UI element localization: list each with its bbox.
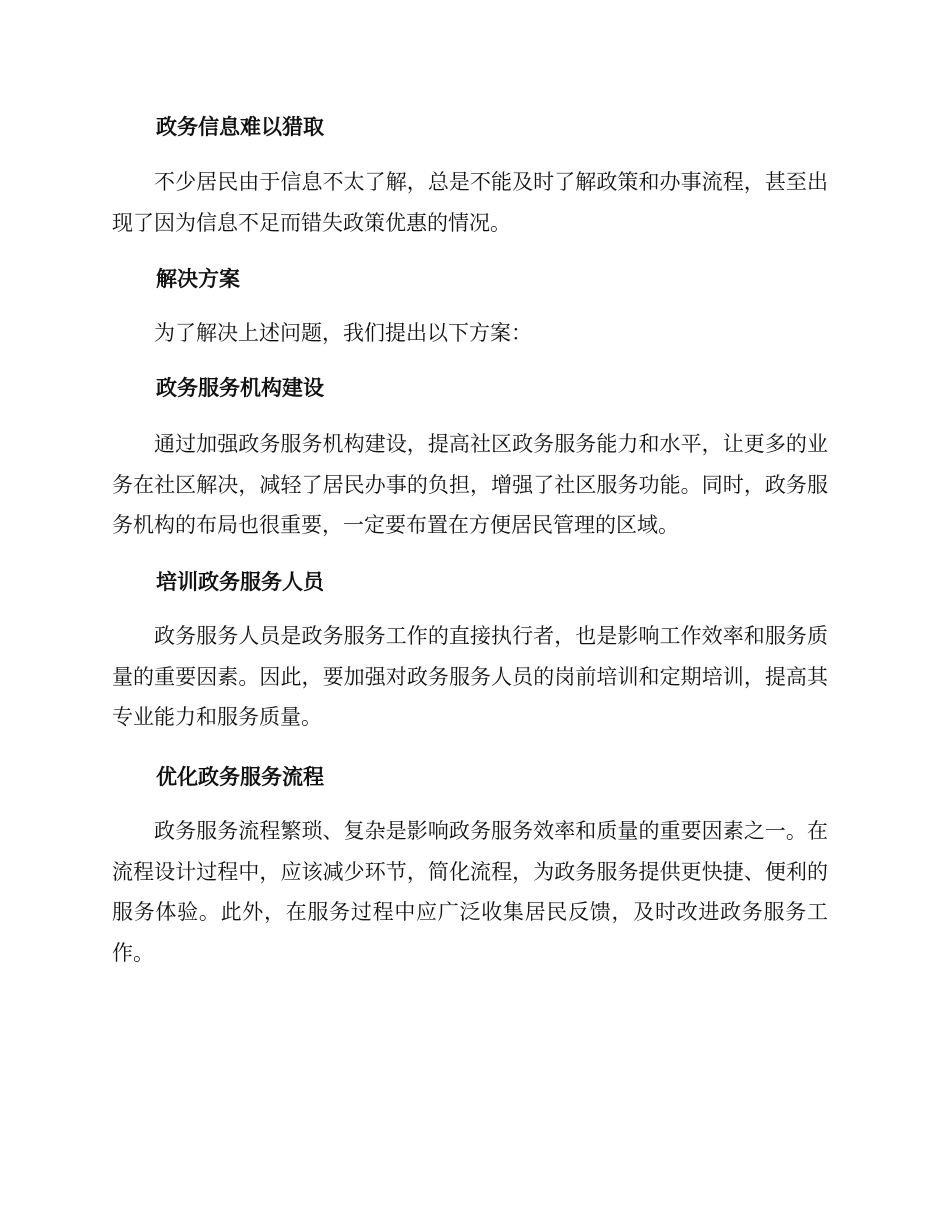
section-heading: 政务服务机构建设 [156,376,324,400]
section-heading: 政务信息难以猎取 [156,115,324,139]
section-paragraph: 政务服务人员是政务服务工作的直接执行者，也是影响工作效率和服务质量的重要因素。因此，要加强对政务服务人员的岗前培训和定期培训，提高其专业能力和服务质量。 [112,624,828,729]
section-heading: 优化政务服务流程 [156,765,324,789]
section-paragraph: 不少居民由于信息不太了解，总是不能及时了解政策和办事流程，甚至出现了因为信息不足而错失政策优惠的情况。 [112,170,828,235]
section-heading: 培训政务服务人员 [156,570,324,594]
section-heading: 解决方案 [156,267,240,291]
section-paragraph: 通过加强政务服务机构建设，提高社区政务服务能力和水平，让更多的业务在社区解决，减轻了居民办事的负担，增强了社区服务功能。同时，政务服务机构的布局也很重要，一定要布置在方便居民管理的区域。 [112,432,828,537]
section-paragraph: 为了解决上述问题，我们提出以下方案： [154,321,532,345]
section-paragraph: 政务服务流程繁琐、复杂是影响政务服务效率和质量的重要因素之一。在流程设计过程中，应该减少环节，简化流程，为政务服务提供更快捷、便利的服务体验。此外，在服务过程中应广泛收集居民反馈，及时改进政务服务工作。 [112,819,828,965]
